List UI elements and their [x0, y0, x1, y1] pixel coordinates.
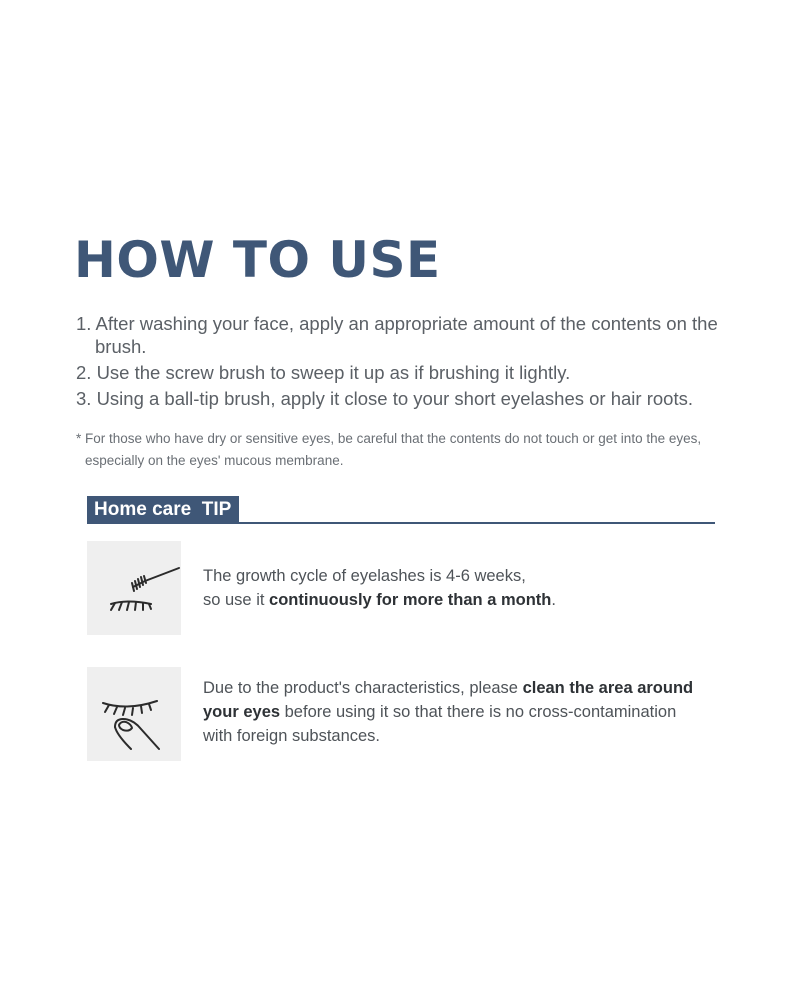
tip-text-emphasis: clean the area around your eyes — [203, 679, 694, 721]
tip-text-fragment: Due to the product's characteristics, please — [203, 679, 523, 697]
eye-finger-clean-icon — [87, 667, 181, 761]
tip-text-fragment: so use it — [203, 591, 270, 609]
caution-note: * For those who have dry or sensitive eyes, be careful that the contents do not touch or get into the eyes, especially on the eyes' mucous membrane. — [76, 431, 702, 468]
usage-steps-list — [76, 312, 736, 413]
mascara-brush-eyelash-icon — [87, 541, 181, 635]
usage-step: 3. Using a ball-tip brush, apply it close to your short eyelashes or hair roots. — [76, 388, 693, 409]
tip-item-growth-cycle — [87, 541, 727, 635]
usage-step: 1. After washing your face, apply an appropriate amount of the contents on the brush. — [76, 313, 718, 357]
page-title: HOW TO USE — [74, 231, 441, 289]
tip-text-fragment: . — [551, 591, 556, 609]
tip-text-growth-cycle — [203, 564, 703, 612]
tip-text-line: The growth cycle of eyelashes is 4-6 weeks, — [203, 567, 526, 585]
tip-text-clean-area — [203, 676, 703, 748]
tip-text-fragment: before using it so that there is no cross-contamination with foreign substances. — [203, 703, 677, 745]
home-care-tip-label: Home care TIP — [87, 496, 239, 523]
tip-text-emphasis: continuously for more than a month — [269, 591, 552, 609]
usage-step: 2. Use the screw brush to sweep it up as if brushing it lightly. — [76, 362, 571, 383]
tip-item-clean-area — [87, 667, 727, 761]
home-care-tip-header — [87, 496, 715, 524]
tip-header-divider — [87, 522, 715, 524]
